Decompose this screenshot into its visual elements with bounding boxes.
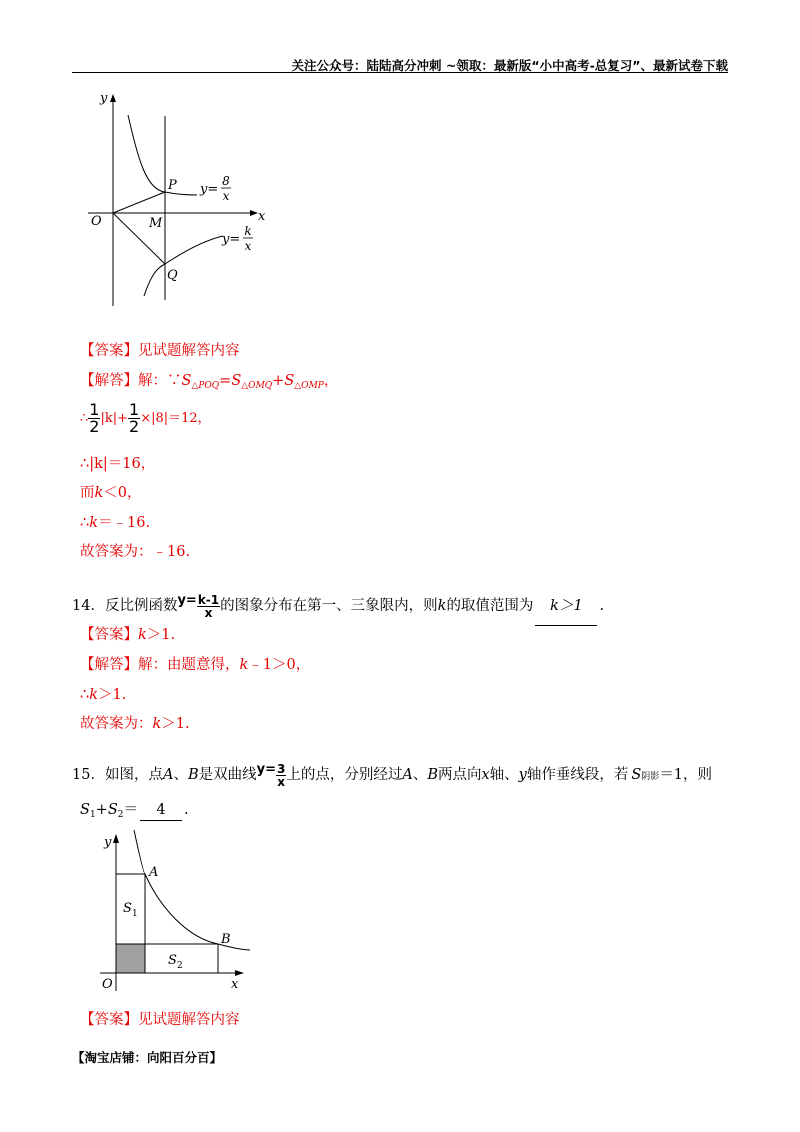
s-var: S <box>181 373 192 389</box>
k-var: k <box>138 627 147 643</box>
frac-num: 1 <box>89 400 100 419</box>
curve1-eq-denominator: x <box>222 189 230 203</box>
frac-den: x <box>277 774 286 789</box>
q15-question-line2 <box>80 800 189 825</box>
answer-tag: 【答案】 <box>80 343 138 359</box>
shaded-region <box>116 944 145 973</box>
q15-text1: 如图，点 <box>104 767 163 783</box>
s-var: S <box>107 802 118 818</box>
q14-text-middle: 的图象分布在第一、三象限内，则 <box>220 598 438 614</box>
point-b-label: B <box>221 932 231 947</box>
step3-pre: 而 <box>80 485 95 501</box>
frac-num: k-1 <box>197 592 220 607</box>
frac-num: 3 <box>276 761 286 776</box>
separator: 、 <box>173 767 188 783</box>
q13-answer <box>80 341 240 361</box>
q15-question-line1 <box>72 750 712 797</box>
analysis-pre: 解：由题意得， <box>138 657 240 673</box>
q13-step1 <box>80 402 211 435</box>
q15-text6: 轴作垂线段，若 <box>526 767 629 783</box>
curve1-eq-numerator: 8 <box>222 174 230 188</box>
therefore-sign: ∴ <box>80 411 89 426</box>
k-var: k <box>89 687 99 703</box>
answer-blank: 4 <box>140 800 182 821</box>
figure2-y-label: y <box>104 835 112 850</box>
q13-analysis <box>80 371 338 396</box>
q14-text-after: 的取值范围为 <box>446 598 534 614</box>
x-var: x <box>481 767 490 783</box>
eq-sign: = <box>219 373 232 389</box>
point-b: B <box>427 767 438 783</box>
point-a: A <box>402 767 413 783</box>
y-var: y <box>518 767 527 783</box>
answer-tag: 【答案】 <box>80 627 138 643</box>
curve2-eq-denominator: x <box>244 239 252 253</box>
header-divider <box>72 72 728 73</box>
segment-op <box>113 192 165 213</box>
step1-rest: ×|8|＝12， <box>140 411 211 426</box>
figure-1-hyperbola-triangle <box>80 88 290 313</box>
s-var: S <box>231 373 242 389</box>
conclusion-post: ＞1. <box>161 716 190 732</box>
curve2-eq-prefix: y= <box>222 232 241 247</box>
period: . <box>599 598 605 614</box>
frac-den: 2 <box>89 417 100 436</box>
question-number: 14． <box>72 598 105 614</box>
curve2-eq-numerator: k <box>244 224 252 238</box>
plus-sign: + <box>272 373 285 389</box>
plus-sign: + <box>95 802 108 818</box>
figure2-x-label: x <box>231 977 239 992</box>
func-prefix: y= <box>177 593 197 608</box>
k-var: k <box>89 515 99 531</box>
point-q-label: Q <box>167 268 178 283</box>
s2-subscript: 2 <box>177 961 183 971</box>
q14-conclusion <box>80 714 190 734</box>
q13-step3 <box>80 483 142 503</box>
figure2-origin-label: O <box>102 977 113 992</box>
q13-step2: ∴|k|＝16， <box>80 456 156 472</box>
answer-blank: k＞1 <box>535 587 597 626</box>
answer-tag: 【答案】 <box>80 1012 138 1028</box>
k-var: k <box>94 485 104 501</box>
answer-text: 见试题解答内容 <box>138 343 240 359</box>
curve-y-k-over-x <box>144 236 223 296</box>
q15-answer <box>80 1010 240 1030</box>
abs-k: |k|+ <box>100 411 128 426</box>
figure-2-hyperbola-rectangles <box>88 828 268 998</box>
fraction-half <box>128 402 140 435</box>
sub-poq: △POQ <box>191 381 220 391</box>
curve-y-8-over-x <box>128 115 197 195</box>
s1-label: S <box>123 901 132 916</box>
figure1-origin-label: O <box>91 214 102 229</box>
eq-sign: ＝ <box>123 802 138 818</box>
s-shadow-sub: 阴影 <box>641 772 660 782</box>
point-b: B <box>187 767 199 783</box>
sub-omq: △OMQ <box>241 381 273 391</box>
step-pre: ∴ <box>80 687 90 703</box>
period: . <box>184 802 189 818</box>
q15-text2: 是双曲线 <box>198 767 257 783</box>
s-var: S <box>284 373 295 389</box>
fraction-k-minus-1-over-x <box>197 594 220 619</box>
answer-text: 见试题解答内容 <box>138 1012 240 1028</box>
s-var: S <box>631 767 642 783</box>
frac-num: 1 <box>129 400 140 419</box>
step4-pre: ∴ <box>80 515 90 531</box>
page-header: 关注公众号：陆陆高分冲刺 ~领取：最新版“小中高考-总复习”、最新试卷下载 <box>291 58 728 73</box>
s2-sub: 2 <box>117 810 124 820</box>
q15-text4: 两点向 <box>437 767 482 783</box>
analysis-tag: 【解答】 <box>80 657 138 673</box>
sub-omp: △OMP <box>294 381 324 391</box>
point-a: A <box>162 767 174 783</box>
s-var: S <box>80 802 90 818</box>
point-m-label: M <box>149 216 163 231</box>
x-axis-arrow <box>235 970 244 976</box>
analysis-post: ﹣1＞0， <box>248 657 311 673</box>
q15-text7: ＝1，则 <box>659 767 713 783</box>
q14-step <box>80 685 126 705</box>
q14-analysis <box>80 655 310 675</box>
func-prefix: y= <box>256 762 276 777</box>
q14-question <box>72 582 604 626</box>
s2-label: S <box>168 953 177 968</box>
k-var: k <box>437 598 447 614</box>
point-p-label: P <box>168 178 177 193</box>
curve1-eq-prefix: y= <box>200 182 219 197</box>
frac-den: x <box>204 605 213 620</box>
question-number: 15． <box>72 767 105 783</box>
q15-text3: 上的点，分别经过 <box>286 767 403 783</box>
frac-den: 2 <box>129 417 140 436</box>
figure1-y-label: y <box>100 91 108 106</box>
figure1-x-label: x <box>258 209 266 224</box>
point-a-label: A <box>149 865 159 880</box>
separator: 、 <box>412 767 428 783</box>
x-axis-arrow <box>250 210 258 216</box>
answer-text: ＞1. <box>146 627 176 643</box>
step4-post: ＝﹣16. <box>98 515 151 531</box>
analysis-prefix: 解：∵ <box>138 373 182 389</box>
conclusion-pre: 故答案为： <box>80 716 153 732</box>
k-var: k <box>152 716 162 732</box>
q14-answer <box>80 625 175 645</box>
q13-step4 <box>80 513 150 533</box>
page-footer: 【淘宝店铺：向阳百分百】 <box>72 1050 223 1065</box>
k-var: k <box>239 657 249 673</box>
q15-text5: 轴、 <box>489 767 519 783</box>
s1-subscript: 1 <box>132 909 138 919</box>
fraction-half <box>88 402 100 435</box>
s1-sub: 1 <box>89 810 96 820</box>
q13-conclusion: 故答案为：﹣16. <box>80 544 191 560</box>
curve-y-3-over-x <box>134 830 250 950</box>
y-axis-arrow <box>113 834 119 843</box>
fraction-3-over-x <box>276 763 286 788</box>
step-post: ＞1. <box>98 687 127 703</box>
y-axis-arrow <box>110 94 116 102</box>
q14-text-before: 反比例函数 <box>104 598 178 614</box>
analysis-tag: 【解答】 <box>80 373 138 389</box>
step3-post: ＜0， <box>103 485 142 501</box>
comma: ， <box>323 373 339 389</box>
